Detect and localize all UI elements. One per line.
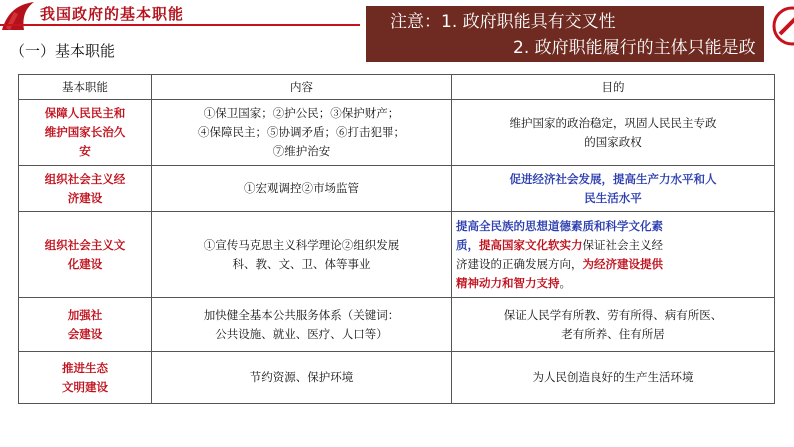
content-cell: [152, 298, 452, 352]
purpose-text: 老有所养、住有所居: [561, 326, 665, 341]
content-text: ①宣传马克思主义科学理论②组织发展: [203, 237, 400, 252]
table-row: [19, 352, 775, 404]
function-text: 化建设: [67, 256, 103, 271]
purpose-highlight: 精神动力和智力支持: [456, 275, 560, 290]
purpose-text: ，: [601, 171, 613, 186]
function-cell: [19, 100, 152, 166]
table-row: [19, 298, 775, 352]
function-cell: [19, 212, 152, 298]
purpose-cell: [452, 166, 775, 212]
table-row: [19, 212, 775, 298]
function-text: 组织社会主义文: [44, 237, 126, 252]
table-header-row: [19, 75, 775, 100]
purpose-highlight: 提高国家文化软实力: [479, 237, 583, 252]
function-text: 安: [79, 144, 91, 158]
content-text: ①保卫国家；②护公民；③保护财产；: [203, 106, 400, 120]
function-text: 济建设: [67, 190, 103, 205]
content-text: 节约资源、保护环境: [249, 370, 354, 384]
purpose-cell: [452, 100, 775, 166]
purpose-highlight: 为经济建设提供: [582, 256, 663, 271]
purpose-cell: [452, 212, 775, 298]
function-text: 会建设: [67, 326, 103, 341]
function-text: 维护国家长治久: [44, 125, 126, 139]
function-text: 文明建设: [62, 379, 108, 394]
content-text: ⑦维护治安: [272, 144, 331, 158]
content-cell: [152, 166, 452, 212]
function-cell: [19, 166, 152, 212]
content-cell: [152, 352, 452, 404]
table-row: [19, 166, 775, 212]
purpose-cell: [452, 298, 775, 352]
column-header-content: 内容: [152, 75, 452, 100]
content-text: ①宏观调控②市场监管: [244, 181, 359, 195]
purpose-text: 保证人民学有所教、劳有所得、病有所医、: [503, 307, 723, 322]
purpose-highlight: 质，: [456, 237, 479, 252]
purpose-cell: [452, 352, 775, 404]
content-text: 公共设施、就业、医疗、人口等）: [215, 326, 388, 341]
content-cell: [152, 100, 452, 166]
purpose-highlight: 提高全民族的思想道德素质和科学文化素: [456, 218, 663, 233]
content-text: ④保障民主；⑤协调矛盾；⑥打击犯罪；: [198, 125, 405, 139]
function-text: 组织社会主义经: [44, 171, 126, 186]
notice-line-2: 2. 政府职能履行的主体只能是政: [513, 38, 756, 58]
table-row: [19, 100, 775, 166]
purpose-highlight: 促进经济社会发展: [509, 171, 602, 186]
function-text: 推进生态: [62, 360, 108, 375]
function-text: 保障人民民主和: [44, 106, 126, 120]
functions-table: [18, 74, 775, 404]
notice-box: [366, 6, 764, 62]
function-text: 加强社: [67, 307, 103, 322]
function-cell: [19, 298, 152, 352]
purpose-text: 。: [559, 275, 571, 290]
hammer-sickle-icon: [770, 0, 794, 56]
notice-line-1: 注意：1. 政府职能具有交叉性: [390, 12, 616, 32]
content-text: 加快健全基本公共服务体系（关键词：: [203, 307, 400, 322]
content-cell: [152, 212, 452, 298]
content-text: 科、教、文、卫、体等事业: [232, 256, 371, 271]
page-title: 我国政府的基本职能: [40, 5, 185, 23]
purpose-text: 的国家政权: [584, 134, 642, 149]
purpose-highlight: 提高生产力水平和人: [613, 171, 717, 186]
section-heading: （一）基本职能: [10, 42, 116, 60]
column-header-function: 基本职能: [19, 75, 152, 100]
purpose-text: 保证社会主义经: [582, 237, 663, 252]
purpose-highlight: 民生活水平: [584, 190, 642, 205]
purpose-text: 为人民创造良好的生产生活环境: [532, 370, 694, 384]
column-header-purpose: 目的: [452, 75, 775, 100]
purpose-text: 维护国家的政治稳定，巩固人民民主专政: [509, 115, 717, 130]
function-cell: [19, 352, 152, 404]
purpose-text: 济建设的正确发展方向，: [456, 256, 583, 271]
title-underline: [0, 24, 360, 26]
